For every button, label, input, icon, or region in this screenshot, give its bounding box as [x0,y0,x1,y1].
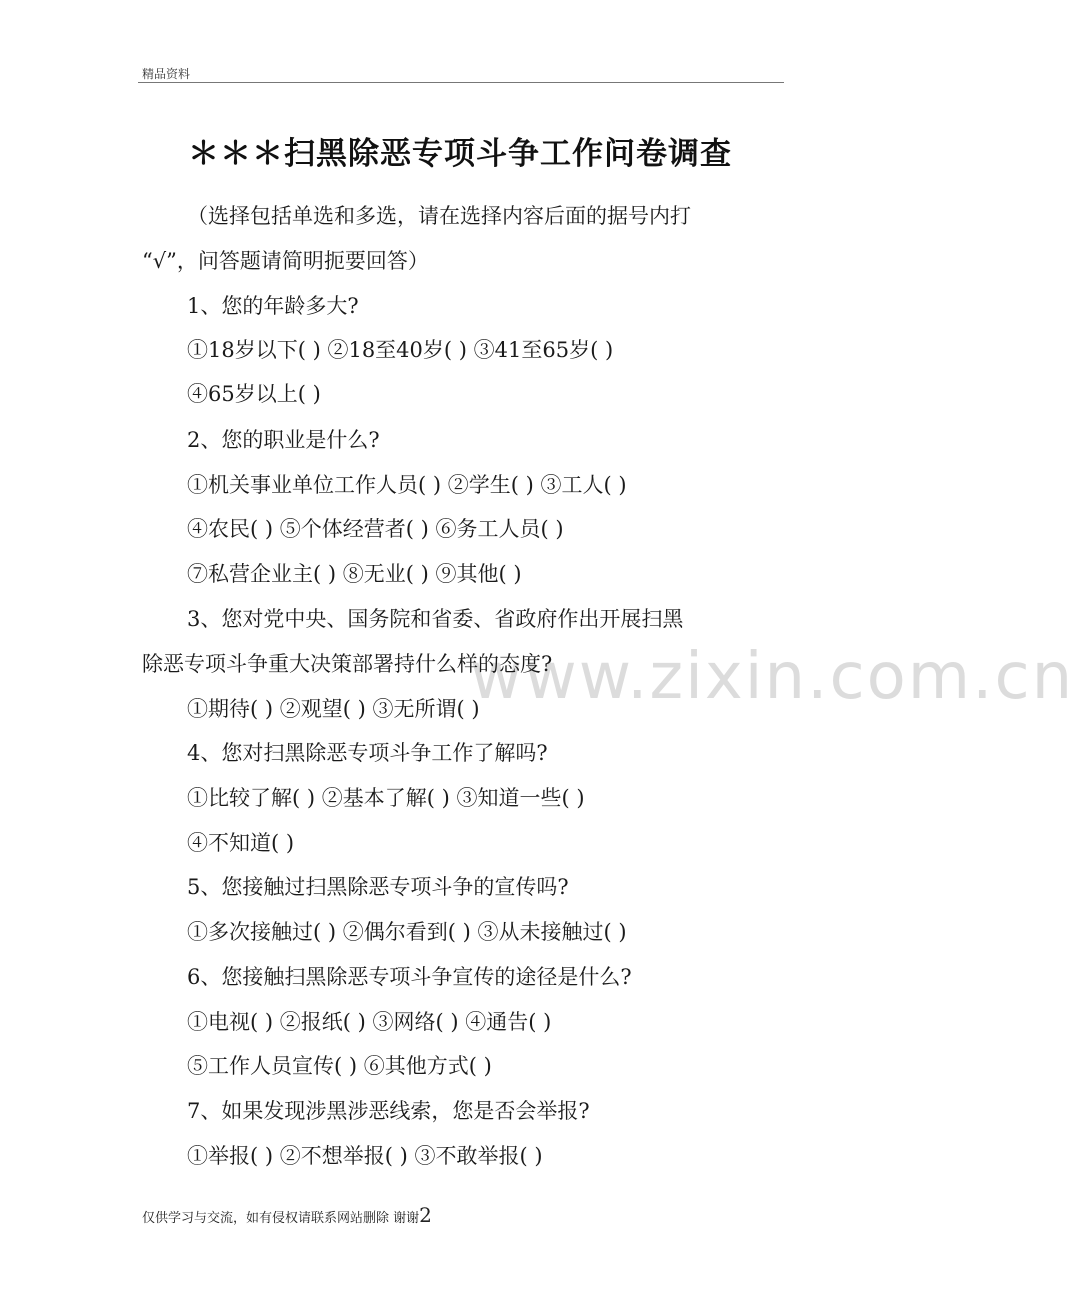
footer-text: 仅供学习与交流，如有侵权请联系网站删除 谢谢 [142,1211,420,1226]
question-6-options-line-1: ①电视( ) ②报纸( ) ③网络( ) ④通告( ) [187,1010,552,1034]
page-number: 2 [419,1203,432,1227]
question-7: 7、如果发现涉黑涉恶线索，您是否会举报? [187,1099,590,1123]
question-6-options-line-2: ⑤工作人员宣传( ) ⑥其他方式( ) [187,1054,492,1078]
question-2: 2、您的职业是什么? [187,428,380,452]
question-1-options-line-2: ④65岁以上( ) [187,382,321,406]
instructions-line-2: “√”，问答题请简明扼要回答） [142,249,429,273]
header-divider [138,82,784,83]
question-4-options-line-2: ④不知道( ) [187,831,295,855]
question-6: 6、您接触扫黑除恶专项斗争宣传的途径是什么? [187,965,632,989]
question-1: 1、您的年龄多大? [187,294,359,318]
question-3-options-line-1: ①期待( ) ②观望( ) ③无所谓( ) [187,697,480,721]
page-title: ＊＊＊扫黑除恶专项斗争工作问卷调查 [188,136,732,172]
question-2-options-line-3: ⑦私营企业主( ) ⑧无业( ) ⑨其他( ) [187,562,522,586]
question-5: 5、您接触过扫黑除恶专项斗争的宣传吗? [187,875,569,899]
footer [142,1203,432,1227]
question-2-options-line-1: ①机关事业单位工作人员( ) ②学生( ) ③工人( ) [187,473,627,497]
question-2-options-line-2: ④农民( ) ⑤个体经营者( ) ⑥务工人员( ) [187,517,564,541]
instructions-line-1: （选择包括单选和多选，请在选择内容后面的据号内打 [187,204,691,228]
question-4: 4、您对扫黑除恶专项斗争工作了解吗? [187,741,548,765]
header-label: 精品资料 [142,67,191,81]
watermark: www.zixin.com.cn [470,640,1074,714]
question-7-options-line-1: ①举报( ) ②不想举报( ) ③不敢举报( ) [187,1144,543,1168]
question-4-options-line-1: ①比较了解( ) ②基本了解( ) ③知道一些( ) [187,786,585,810]
question-3-line-2: 除恶专项斗争重大决策部署持什么样的态度? [142,652,553,676]
question-1-options-line-1: ①18岁以下( ) ②18至40岁( ) ③41至65岁( ) [187,338,614,362]
question-5-options-line-1: ①多次接触过( ) ②偶尔看到( ) ③从未接触过( ) [187,920,627,944]
question-3-line-1: 3、您对党中央、国务院和省委、省政府作出开展扫黑 [187,607,684,631]
